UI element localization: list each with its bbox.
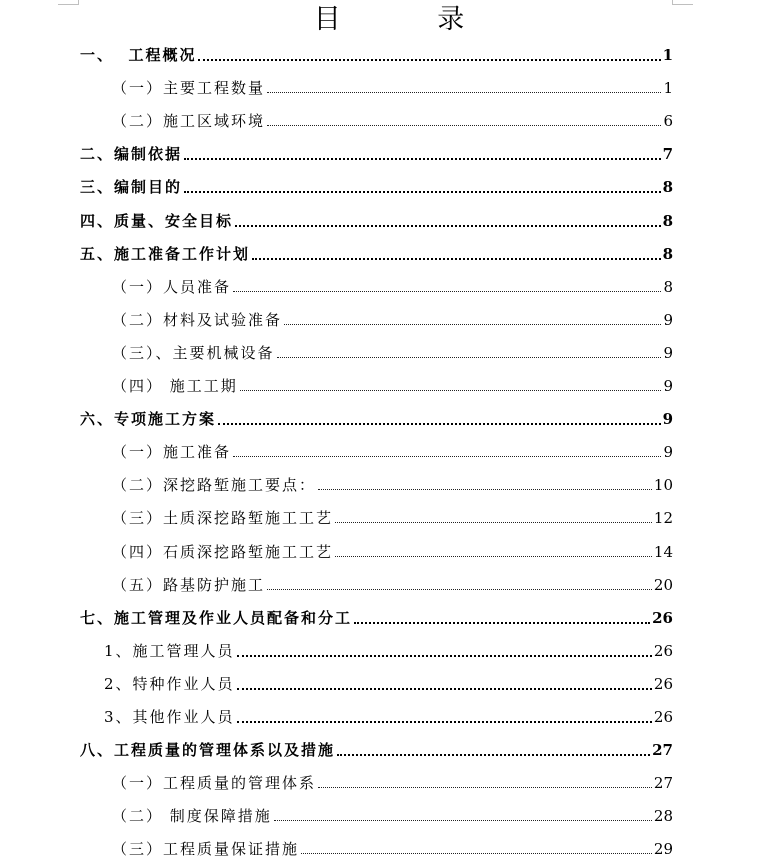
toc-page-number: 26: [653, 708, 673, 726]
toc-page-number: 26: [653, 674, 673, 693]
toc-page-number: 26: [652, 608, 673, 627]
toc-entry-label: 四、质量、安全目标: [80, 211, 234, 230]
toc-dot-leader: [198, 59, 660, 61]
toc-entry[interactable]: [112, 74, 673, 98]
toc-entry[interactable]: [112, 339, 673, 363]
toc-page-number: 20: [653, 575, 673, 594]
toc-entry-label: 六、专项施工方案: [80, 410, 217, 429]
toc-entry-label: 3、其他作业人员: [104, 708, 235, 726]
toc-dot-leader: [337, 754, 650, 756]
toc-dot-leader: [218, 423, 661, 425]
toc-dot-leader: [318, 787, 652, 788]
toc-entry[interactable]: [80, 173, 673, 197]
toc-entry[interactable]: [104, 670, 673, 694]
toc-entry-label: （一）主要工程数量: [112, 79, 266, 98]
toc-entry[interactable]: [80, 207, 673, 231]
toc-entry-label: 七、施工管理及作业人员配备和分工: [80, 608, 353, 627]
toc-entry[interactable]: [80, 405, 673, 429]
toc-entry-label: （二）深挖路堑施工要点：: [112, 476, 317, 495]
toc-page-number: 8: [663, 277, 673, 296]
toc-entry-label: 五、施工准备工作计划: [80, 244, 251, 263]
toc-entry-label: 1、施工管理人员: [104, 641, 235, 660]
toc-entry-label: （一）工程质量的管理体系: [112, 774, 317, 793]
toc-entry-label: （五）路基防护施工: [112, 575, 266, 594]
toc-entry-label: （二）材料及试验准备: [112, 310, 283, 329]
toc-entry-label: 一、 工程概况: [80, 46, 197, 64]
toc-dot-leader: [274, 820, 652, 821]
toc-entry-label: （三）工程质量保证措施: [112, 840, 300, 859]
toc-entry-label: （一）人员准备: [112, 277, 232, 296]
toc-entry-label: 八、工程质量的管理体系以及措施: [80, 741, 336, 760]
toc-page-number: 12: [653, 509, 673, 528]
toc-page-number: 14: [653, 542, 673, 561]
toc-entry[interactable]: [112, 769, 673, 793]
toc-entry-label: （四） 施工工期: [112, 377, 238, 395]
toc-dot-leader: [284, 324, 661, 325]
toc-entry[interactable]: [80, 140, 673, 164]
toc-page-number: 8: [662, 178, 673, 197]
toc-entry[interactable]: [112, 571, 673, 595]
toc-dot-leader: [184, 158, 661, 160]
toc-page-number: 1: [662, 46, 673, 64]
toc-title: 目 录: [313, 4, 509, 35]
toc-entry[interactable]: [80, 41, 673, 65]
toc-entry[interactable]: [112, 438, 673, 462]
toc-entry-label: （四）石质深挖路堑施工工艺: [112, 542, 334, 561]
toc-entry-label: （二）施工区域环境: [112, 112, 266, 131]
toc-dot-leader: [237, 688, 652, 690]
toc-page-number: 27: [652, 741, 673, 760]
toc-entry[interactable]: [104, 703, 673, 727]
toc-entry[interactable]: [112, 273, 673, 297]
toc-entry-label: （一）施工准备: [112, 443, 232, 462]
toc-dot-leader: [252, 258, 661, 260]
toc-page-number: 6: [663, 112, 673, 131]
toc-dot-leader: [335, 556, 652, 557]
toc-page-number: 28: [653, 807, 673, 826]
toc-page-number: 9: [663, 377, 673, 395]
toc-entry[interactable]: [80, 240, 673, 264]
toc-entry-label: 三、编制目的: [80, 178, 183, 197]
toc-entry[interactable]: [112, 107, 673, 131]
toc-entry[interactable]: [80, 604, 673, 628]
toc-dot-leader: [184, 191, 661, 193]
toc-dot-leader: [233, 291, 661, 292]
toc-entry-label: （三）、主要机械设备: [112, 343, 275, 362]
toc-page-number: 1: [663, 79, 673, 98]
toc-page-number: 7: [662, 145, 673, 164]
toc-entry-label: 二、编制依据: [80, 145, 183, 164]
toc-dot-leader: [235, 225, 661, 227]
toc-page-number: 10: [653, 476, 673, 495]
toc-dot-leader: [267, 92, 661, 93]
toc-dot-leader: [318, 489, 652, 490]
toc-entry[interactable]: [80, 736, 673, 760]
toc-entry-label: （二） 制度保障措施: [112, 807, 272, 826]
toc-page-number: 8: [662, 244, 673, 263]
toc-dot-leader: [237, 655, 652, 657]
toc-dot-leader: [267, 125, 661, 126]
toc-entry[interactable]: [112, 538, 673, 562]
toc-page-number: 27: [653, 774, 673, 793]
toc-entry[interactable]: [112, 835, 673, 859]
toc-entry[interactable]: [112, 372, 673, 396]
toc-entry[interactable]: [104, 637, 673, 661]
toc-dot-leader: [267, 589, 652, 590]
toc-entry-label: （三）土质深挖路堑施工工艺: [112, 509, 334, 528]
toc-entry[interactable]: [112, 802, 673, 826]
toc-entry[interactable]: [112, 504, 673, 528]
toc-page-number: 26: [653, 641, 673, 660]
toc-entry[interactable]: [112, 306, 673, 330]
toc-entry-label: 2、特种作业人员: [104, 674, 235, 693]
toc-dot-leader: [277, 357, 661, 358]
toc-dot-leader: [237, 721, 652, 723]
toc-dot-leader: [354, 622, 650, 624]
toc-entry[interactable]: [112, 471, 673, 495]
toc-dot-leader: [335, 522, 652, 523]
toc-page-number: 9: [662, 410, 673, 429]
toc-page-number: 29: [653, 840, 673, 859]
toc-dot-leader: [233, 456, 661, 457]
toc-page-number: 9: [663, 443, 673, 462]
toc-page-number: 9: [663, 343, 673, 362]
toc-page-number: 9: [663, 310, 673, 329]
toc-dot-leader: [301, 853, 652, 854]
toc-dot-leader: [240, 390, 661, 391]
toc-page-number: 8: [662, 211, 673, 230]
